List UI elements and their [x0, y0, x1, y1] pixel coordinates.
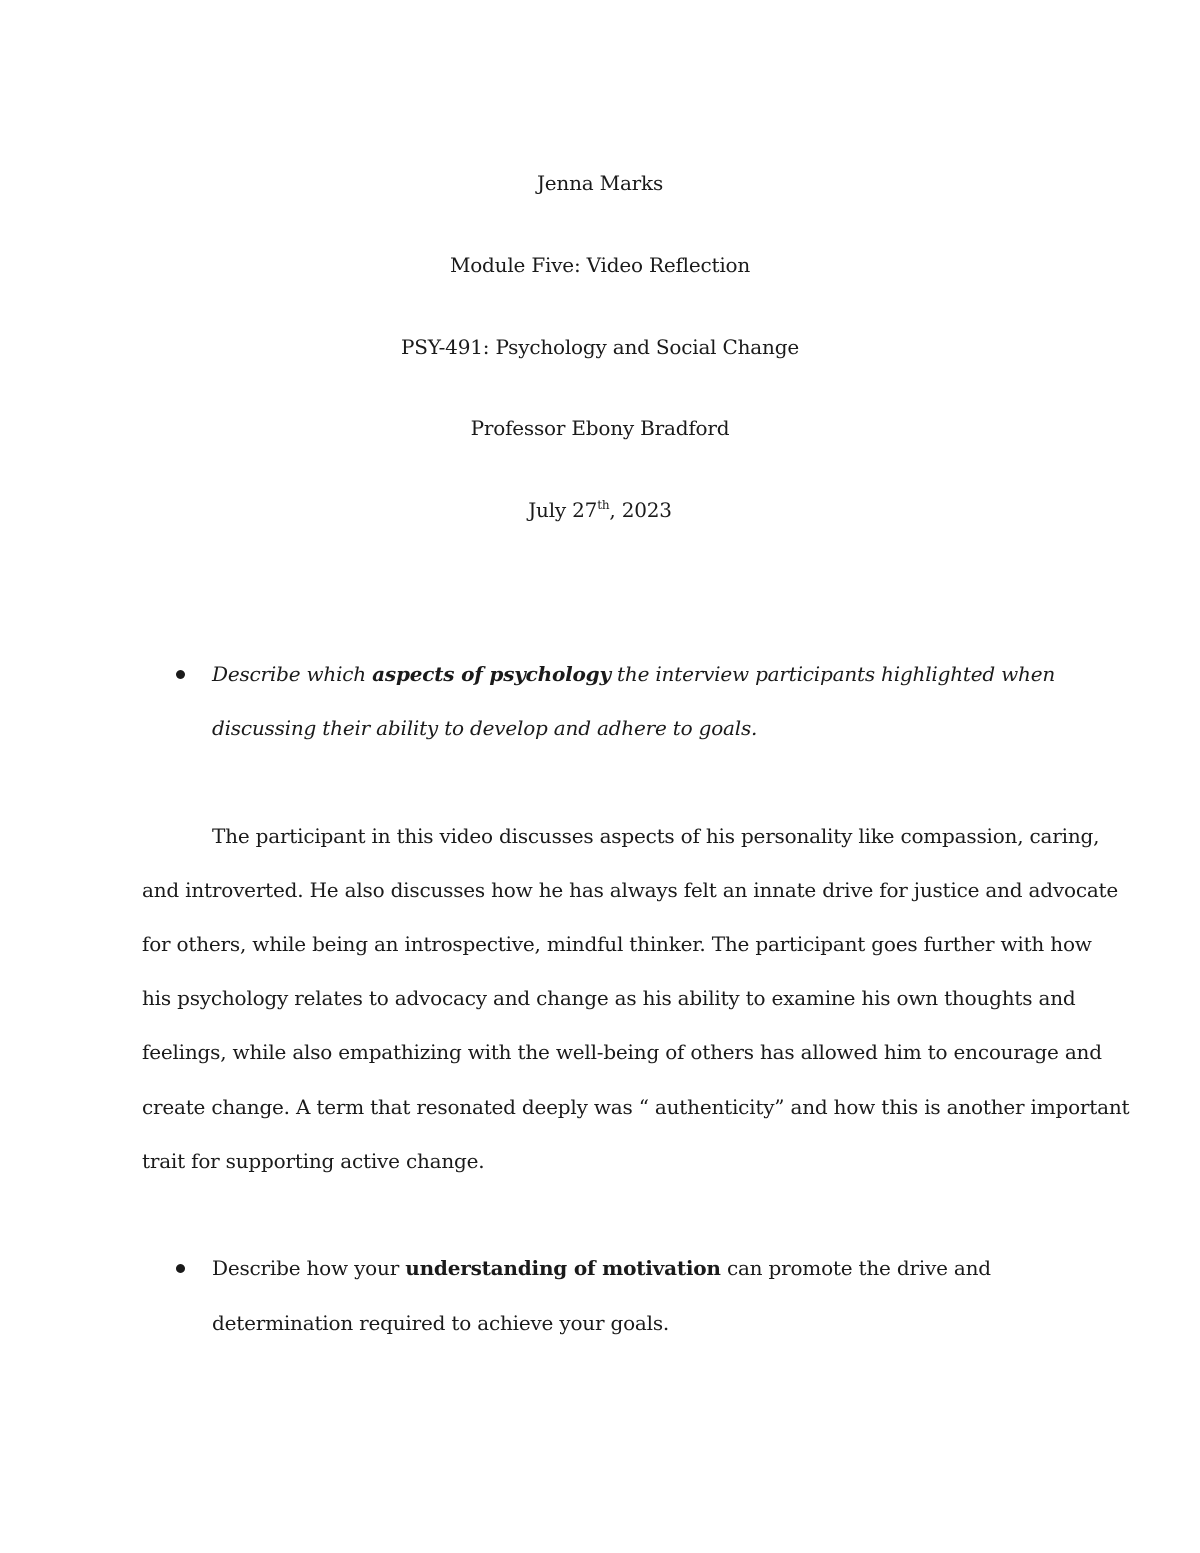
answer-1-line: and introverted. He also discusses how he has always felt an innate drive for justice and advocate	[142, 878, 1119, 902]
answer-1-line: trait for supporting active change.	[142, 1149, 485, 1173]
date-month-day: July 27	[528, 498, 598, 522]
assignment-title: Module Five: Video Reflection	[449, 253, 751, 277]
question-2-line-2: determination required to achieve your goals.	[212, 1311, 670, 1335]
question-2-line-1	[212, 1254, 991, 1282]
author-name: Jenna Marks	[536, 171, 664, 195]
question-1-text-post: the interview participants highlighted when	[610, 662, 1056, 686]
bullet-icon	[176, 670, 185, 679]
answer-1-line: his psychology relates to advocacy and change as his ability to examine his own thoughts and	[142, 986, 1076, 1010]
answer-1-line: create change. A term that resonated deeply was “ authenticity” and how this is another important	[142, 1095, 1130, 1119]
answer-1-line: feelings, while also empathizing with the well-being of others has allowed him to encourage and	[142, 1040, 1102, 1064]
date-year: , 2023	[609, 498, 672, 522]
question-2-text-pre: Describe how your	[212, 1256, 406, 1280]
answer-1-line: for others, while being an introspective, mindful thinker. The participant goes further with how	[142, 932, 1092, 956]
question-2-emphasis: understanding of motivation	[405, 1256, 721, 1280]
course-name: PSY-491: Psychology and Social Change	[401, 335, 799, 359]
question-1-emphasis: aspects of psychology	[372, 662, 611, 686]
question-2-text-post: can promote the drive and	[720, 1256, 991, 1280]
professor-name: Professor Ebony Bradford	[470, 416, 730, 440]
question-1-line-1	[212, 660, 1055, 688]
question-1-text-pre: Describe which	[212, 662, 373, 686]
submission-date	[0, 496, 1200, 524]
question-1-line-2: discussing their ability to develop and adhere to goals.	[212, 716, 758, 740]
answer-1-line: The participant in this video discusses aspects of his personality like compassion, caring,	[212, 824, 1100, 848]
bullet-icon	[176, 1264, 185, 1273]
date-ordinal-suffix: th	[597, 498, 610, 512]
